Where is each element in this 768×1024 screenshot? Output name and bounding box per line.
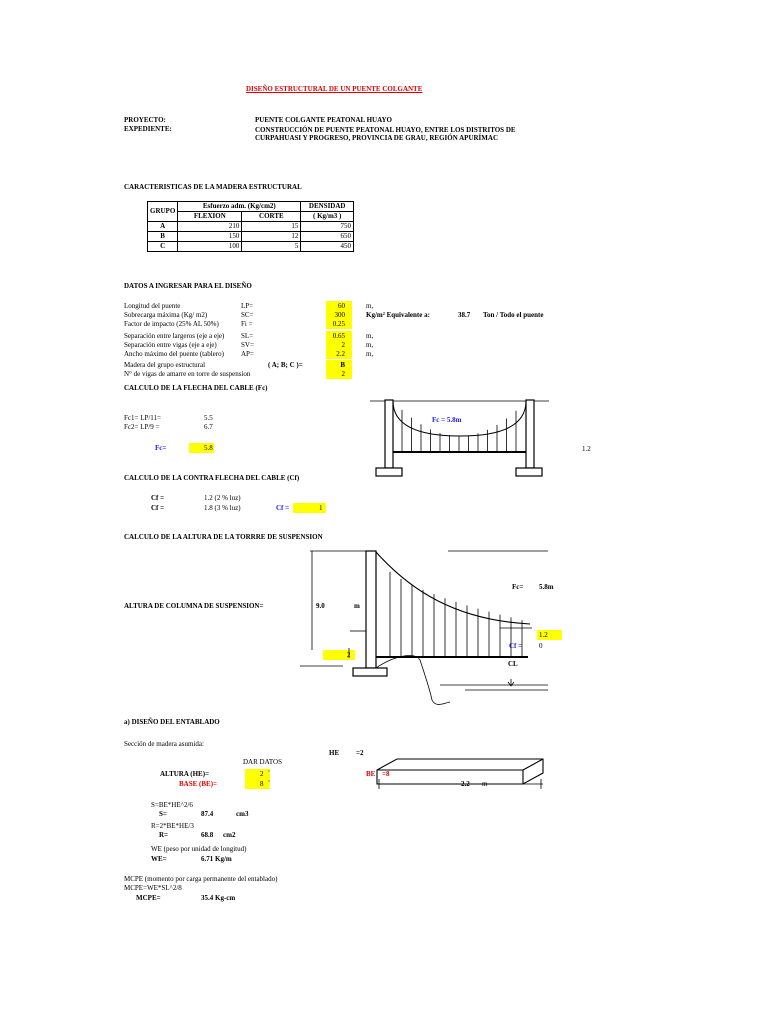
col-unit: ( Kg/m3 ) [301,212,354,222]
datos-value[interactable]: 0.25 [332,320,345,328]
datos-label: Separación entre vigas (eje a eje) [124,341,217,349]
width-unit: m [482,780,488,788]
altura-he-value[interactable]: 2 [260,770,264,778]
datos-label: Longitud del puente [124,302,181,310]
col-densidad: DENSIDAD [301,202,354,212]
seccion-label: Sección de madera asumida: [124,740,204,748]
datos-unit: m, [366,332,374,340]
expediente-line1: CONSTRUCCIÓN DE PUENTE PEATONAL HUAYO, ENTRE LOS DISTRITOS DE [255,126,516,134]
datos-unit: m, [366,341,374,349]
datos-label: Madera del grupo estructural [124,361,206,369]
mcpe-label: MCPE= [136,894,161,902]
col-flexion: FLEXION [178,212,242,222]
cf1-label: Cf = [151,494,165,502]
densidad-cell: 650 [301,232,354,242]
datos-symbol: SL= [241,332,254,340]
wood-table [147,201,354,252]
equiv-unit: Ton / Todo el puente [483,311,544,319]
table-row [148,242,354,252]
r-unit: cm2 [223,831,236,839]
datos-label: Ancho máximo del puente (tablero) [124,350,224,358]
we-label: WE= [151,855,167,863]
torre-cf-box[interactable]: 1.2 [539,631,548,639]
datos-label: Sobrecarga máxima (Kg/ m2) [124,311,208,319]
cf2-label: Cf = [151,504,165,512]
datos-symbol: ( A; B; C )= [268,361,303,369]
col-esfuerzo: Esfuerzo adm. (Kg/cm2) [178,202,301,212]
dar-datos: DAR DATOS [243,758,282,766]
plank-section-diagram [377,759,543,789]
left-box-value[interactable]: 2 [347,651,351,659]
table-row [148,222,354,232]
datos-unit: m, [366,350,374,358]
base-be-highlight [245,779,270,789]
s-formula: S=BE*HE^2/6 [151,801,193,809]
fc-value[interactable]: 5.8 [204,444,213,452]
altura-value: 9.0 [316,602,325,610]
datos-unit: Kg/m² Equivalente a: [366,311,430,319]
torre-cf-value: 0 [539,642,543,650]
datos-symbol: AP= [241,350,254,358]
corte-cell: 5 [242,242,301,252]
datos-label: Factor de impacto (25% AL 50%) [124,320,219,328]
base-be-value[interactable]: 8 [260,780,264,788]
altura-unit: m [354,602,360,610]
fc-label: Fc= [155,444,167,452]
cl-label: CL [508,660,518,668]
he-label: HE [329,749,340,757]
torre-cf-label: Cf = [509,642,523,650]
we-desc: WE (peso por unidad de longitud) [151,845,247,853]
datos-value[interactable]: 300 [334,311,345,319]
r-label: R= [159,831,169,839]
proyecto-label: PROYECTO: [124,116,166,124]
corte-cell: 15 [242,222,301,232]
datos-value[interactable]: 2 [341,370,345,378]
flecha-heading: CALCULO DE LA FLECHA DEL CABLE (Fc) [124,384,268,392]
datos-heading: DATOS A INGRESAR PARA EL DISEÑO [124,282,252,290]
contra-heading: CALCULO DE LA CONTRA FLECHA DEL CABLE (Cf) [124,474,300,482]
fc2-label: Fc2= LP/9 = [124,423,160,431]
expediente-line2: CURPAHUASI Y PROGRESO, PROVINCIA DE GRAU, REGIÓN APURÍMAC [255,134,499,142]
grupo-cell: C [148,242,178,252]
altura-he-highlight [245,769,270,779]
datos-unit: m, [366,302,374,310]
s-value: 87.4 [201,810,214,818]
datos-value[interactable]: 2 [341,341,345,349]
cf1-value: 1.2 (2 % luz) [204,494,241,502]
be-value: =8 [382,770,390,778]
inch-mark: " [268,771,271,776]
side-value: 1.2 [582,445,591,453]
datos-symbol: Fi = [241,320,253,328]
col-corte: CORTE [242,212,301,222]
r-value: 68.8 [201,831,214,839]
wood-heading: CARACTERISTICAS DE LA MADERA ESTRUCTURAL [124,183,302,191]
datos-label: Separación entre largeros (eje a eje) [124,332,225,340]
fc2-value: 6.7 [204,423,213,431]
torre-fc-label: Fc= [512,583,524,591]
cf-label: Cf = [276,504,290,512]
mcpe-value: 35.4 Kg-cm [201,894,236,902]
proyecto-value: PUENTE COLGANTE PEATONAL HUAYO [255,116,392,124]
col-grupo: GRUPO [148,202,178,222]
datos-symbol: SV= [241,341,254,349]
altura-label: ALTURA DE COLUMNA DE SUSPENSION= [124,602,264,610]
corte-cell: 12 [242,232,301,242]
datos-value[interactable]: 0.65 [332,332,345,340]
datos-label: N° de vigas de amarre en torre de suspension [124,370,251,378]
densidad-cell: 450 [301,242,354,252]
datos-value[interactable]: 2.2 [336,350,345,358]
be-label: BE [366,770,376,778]
we-value: 6.71 Kg/m [201,855,232,863]
datos-symbol: SC= [241,311,254,319]
altura-he-label: ALTURA (HE)= [160,770,210,778]
s-label: S= [159,810,167,818]
entablado-heading: a) DISEÑO DEL ENTABLADO [124,718,220,726]
mcpe-formula: MCPE=WE*SL^2/8 [124,884,182,892]
page-title: DISEÑO ESTRUCTURAL DE UN PUENTE COLGANTE [246,85,423,93]
grupo-cell: B [148,232,178,242]
base-be-label: BASE (BE)= [179,780,218,788]
cf2-value: 1.8 (3 % luz) [204,504,241,512]
flexion-cell: 210 [178,222,242,232]
table-row [148,232,354,242]
cf-value[interactable]: 1 [319,504,323,512]
width-value: 2.2 [461,780,470,788]
densidad-cell: 750 [301,222,354,232]
torre-heading: CALCULO DE LA ALTURA DE LA TORRRE DE SUSPENSION [124,533,323,541]
he-value: =2 [356,749,364,757]
flexion-cell: 100 [178,242,242,252]
r-formula: R=2*BE*HE/3 [151,822,194,830]
torre-fc-value: 5.8m [539,583,554,591]
mcpe-desc: MCPE (momento por carga permanente del entablado) [124,875,278,883]
inch-mark: " [268,781,271,786]
tower-diagram [300,551,548,704]
grupo-cell: A [148,222,178,232]
fc1-label: Fc1= LP/11= [124,414,161,422]
equiv-value: 38.7 [458,311,471,319]
datos-value[interactable]: B [340,361,345,369]
bridge-elevation-diagram [370,400,549,476]
diagram-fc-label: Fc = 5.8m [432,416,462,424]
flexion-cell: 150 [178,232,242,242]
expediente-label: EXPEDIENTE: [124,125,172,133]
s-unit: cm3 [236,810,249,818]
datos-symbol: LP= [241,302,254,310]
fc1-value: 5.5 [204,414,213,422]
datos-value[interactable]: 60 [338,302,345,310]
